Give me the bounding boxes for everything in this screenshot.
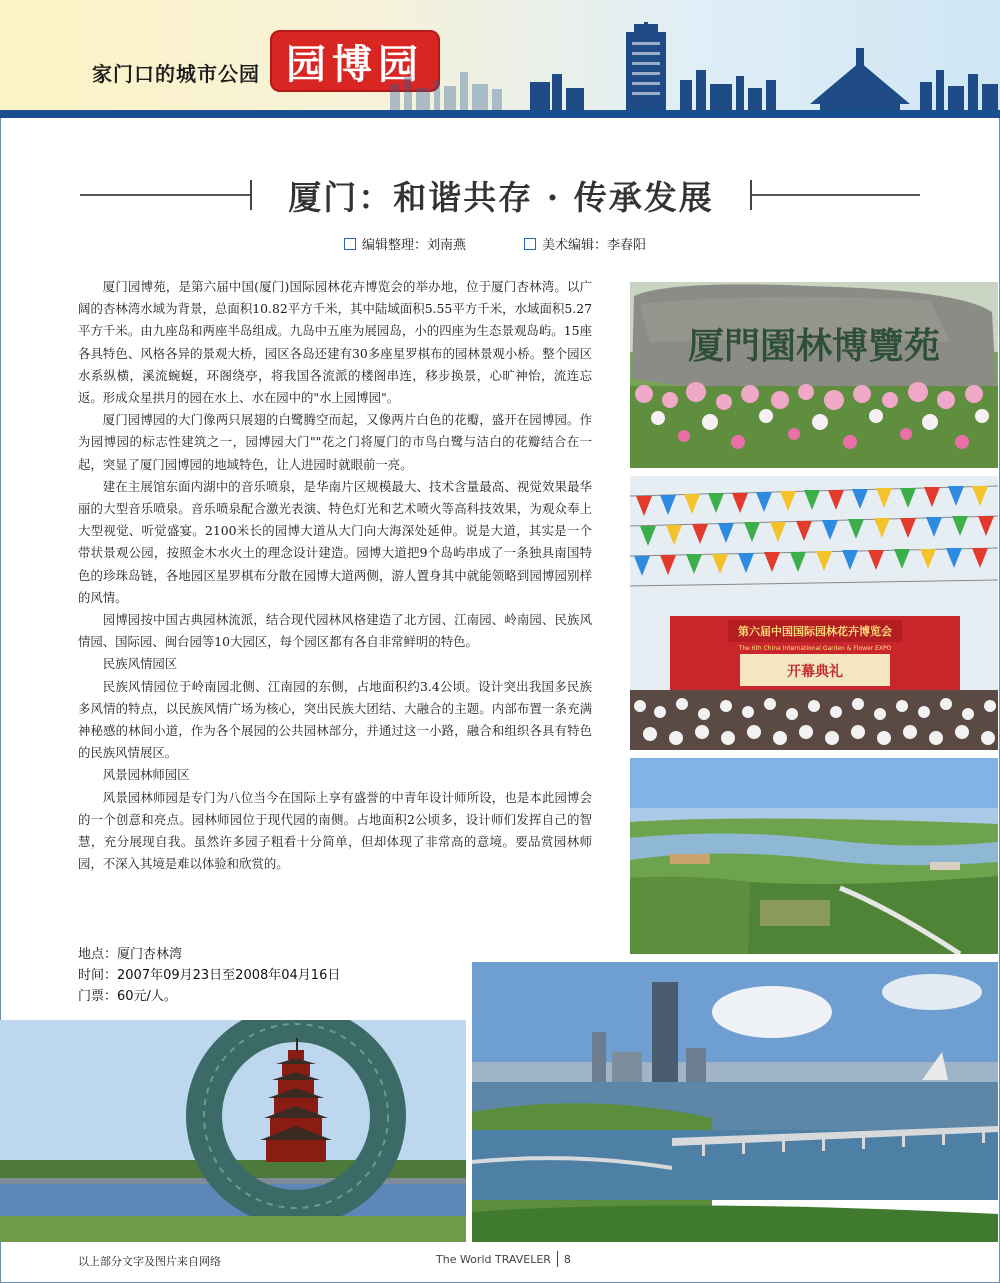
paragraph: 风景园林师园是专门为八位当今在国际上享有盛誉的中青年设计师所设，也是本此园博会的一个创意和亮点。园林师园位于现代园的南侧。占地面积2公顷多，设计师们发挥自己的智慧，充分展现自我。虽然许多园子粗看十分简单，但却体现了非常高的意境。要品赏园林师园，不深入其境是难以体验和欣赏的。 bbox=[78, 789, 592, 872]
magazine-footer bbox=[436, 1251, 571, 1267]
visitor-info bbox=[78, 944, 340, 1007]
editor-credit bbox=[344, 234, 466, 253]
banner-chinese-text: 第六届中国国际园林花卉博览会 bbox=[738, 625, 892, 638]
info-ticket: 门票：60元/人。 bbox=[78, 989, 177, 1004]
info-location: 地点：厦门杏林湾 bbox=[78, 947, 183, 962]
info-time: 时间：2007年09月23日至2008年04月16日 bbox=[78, 968, 341, 983]
banner-english-text: The 6th China International Garden & Flower EXPO bbox=[738, 645, 892, 652]
photo-opening-ceremony bbox=[630, 476, 998, 750]
footer-divider bbox=[557, 1251, 558, 1267]
article-title: 厦门：和谐共存 · 传承发展 bbox=[288, 178, 714, 217]
city-skyline-illustration bbox=[380, 22, 1000, 112]
header-bottom-bar bbox=[0, 110, 1000, 118]
header-tagline: 家门口的城市公园 bbox=[92, 62, 260, 86]
magazine-name: The World TRAVELER bbox=[436, 1253, 551, 1266]
photo-stone-inscription bbox=[630, 282, 998, 468]
seal-text: 园博园 bbox=[286, 40, 424, 88]
art-editor-credit bbox=[524, 234, 646, 253]
photo-skyline-bridge bbox=[472, 962, 998, 1242]
paragraph: 园博园按中国古典园林流派，结合现代园林风格建造了北方园、江南园、岭南园、民族风情园、国际园、闽台园等10大园区，每个园区都有各自非常鲜明的特色。 bbox=[78, 612, 592, 650]
title-tick-left bbox=[250, 180, 252, 210]
paragraph: 建在主展馆东面内湖中的音乐喷泉，是华南片区规模最大、技术含量最高、视觉效果最华丽的大型音乐喷泉。音乐喷泉配合激光表演、特色灯光和艺术喷火等高科技效果，为观众奉上大型视觉、听觉盛宴。2100米长的园博大道从大门向大海深处延伸。说是大道，其实是一个带状景观公园，按照金木水火土的理念设计建造。园博大道把9个岛屿串成了一条独具南国特色的珍珠岛链，各地园区星罗棋布分散在园博大道两侧，游人置身其中就能领略到园博园别样的风情。 bbox=[78, 478, 592, 605]
article-title-row bbox=[80, 172, 920, 218]
subheading-ethnic-garden: 民族风情园区 bbox=[102, 656, 178, 672]
checkbox-square-icon bbox=[344, 238, 356, 250]
subheading-landscape-garden: 风景园林师园区 bbox=[102, 767, 190, 783]
paragraph: 厦门园博园的大门像两只展翅的白鹭腾空而起，又像两片白色的花瓣，盛开在园博园。作为园博园的标志性建筑之一，园博园大门""花之门将厦门的市鸟白鹭与洁白的花瓣结合在一起，突显了厦门园博园的地域特色，让人进园时就眼前一亮。 bbox=[78, 412, 592, 472]
photo-ring-pagoda bbox=[0, 1020, 466, 1242]
header-banner bbox=[0, 0, 1000, 118]
source-note: 以上部分文字及图片来自网络 bbox=[78, 1255, 221, 1268]
checkbox-square-icon bbox=[524, 238, 536, 250]
editor-credit-text: 编辑整理：刘南燕 bbox=[362, 238, 467, 253]
art-editor-credit-text: 美术编辑：李春阳 bbox=[542, 238, 647, 253]
title-rule-right bbox=[752, 194, 920, 196]
ceremony-board-text: 开幕典礼 bbox=[787, 664, 843, 680]
paragraph: 厦门园博苑，是第六届中国(厦门)国际园林花卉博览会的举办地，位于厦门杏林湾。以广阔的杏林湾水域为背景，总面积10.82平方千米，其中陆域面积5.55平方千米，水域面积5.27平方千米。由九座岛和两座半岛组成。九岛中五座为展园岛，小的四座为生态景观岛屿。15座各具特色、风格各异的景观大桥，园区各岛还建有30多座星罗棋布的园林景观小桥。整个园区水系纵横，溪流蜿蜒，环阁绕亭，将我国各流派的楼阁串连，移步换景，心旷神怡，流连忘返。形成众星拱月的园在水上、水在园中的"水上园博园"。 bbox=[78, 279, 592, 406]
paragraph: 民族风情园位于岭南园北侧、江南园的东侧，占地面积约3.4公顷。设计突出我国多民族多风情的特点，以民族风情广场为核心，突出民族大团结、大融合的主题。内部布置一条充满神秘感的林间小道，作为各个展园的公共园林部分，并通过这一小路，融合和组织各具有特色的民族风情展区。 bbox=[78, 678, 592, 761]
article-body bbox=[78, 276, 592, 875]
title-rule-left bbox=[80, 194, 250, 196]
stone-inscription-text: 厦門園林博覽苑 bbox=[687, 325, 941, 367]
photo-aerial-garden bbox=[630, 758, 998, 954]
page-number: 8 bbox=[563, 1253, 571, 1266]
